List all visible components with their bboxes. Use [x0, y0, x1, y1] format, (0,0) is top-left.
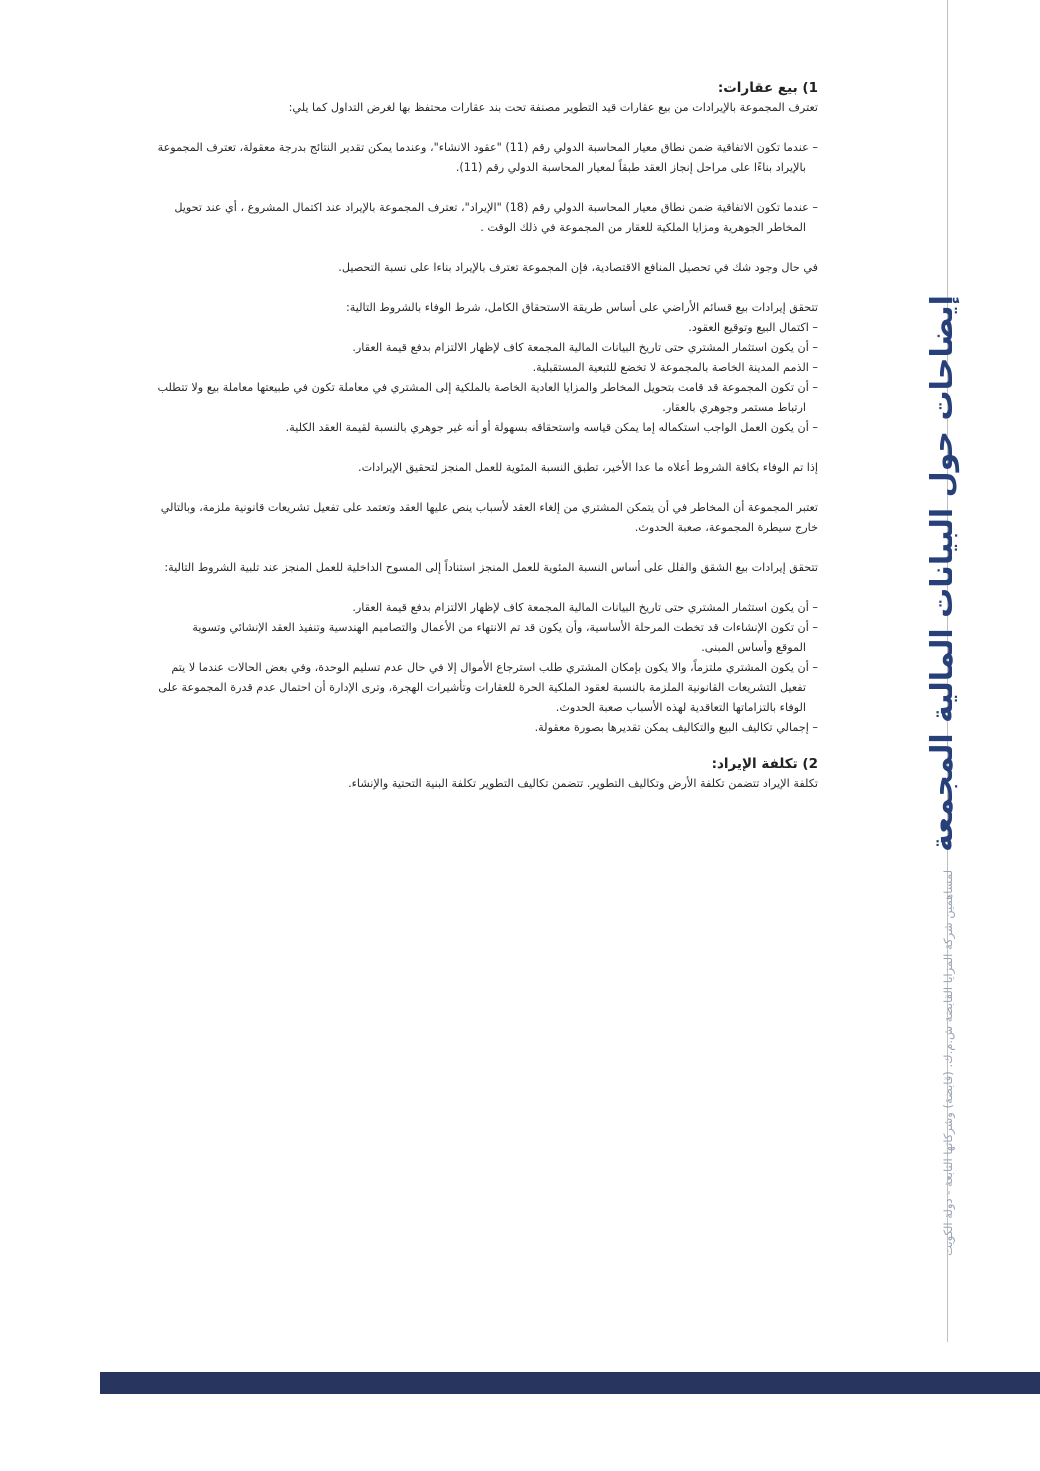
footer-bar — [100, 1372, 1040, 1394]
land-condition-2: – أن يكون استثمار المشتري حتى تاريخ البيانات المالية المجمعة كاف لإظهار الالتزام بدفع قيمة العقار. — [352, 341, 818, 354]
apartments-intro: تتحقق إيرادات بيع الشقق والفلل على أساس النسبة المئوية للعمل المنجز استناداً إلى المسوح الداخلية للعمل المنجز عند تلبية الشروط التالية: — [164, 561, 818, 574]
sidebar-title: إيضاحات حول البيانات المالية المجمعة — [924, 294, 960, 852]
bullet-ias18-line2: المخاطر الجوهرية ومزايا الملكية للعقار من المجموعة في ذلك الوقت . — [480, 221, 806, 234]
section-1-intro: تعترف المجموعة بالإيرادات من بيع عقارات قيد التطوير مصنفة تحت بند عقارات محتفظ بها لغرض التداول كما يلي: — [288, 101, 818, 114]
land-condition-4-line1: – أن تكون المجموعة قد قامت بتحويل المخاطر والمزايا العادية الخاصة بالملكية إلى المشتري في معاملة تكون في طبيعتها معاملة بيع ولا تتطلب — [157, 381, 818, 394]
sidebar — [892, 294, 992, 1256]
bullet-ias11-line1: – عندما تكون الاتفاقية ضمن نطاق معيار المحاسبة الدولي رقم (11) "عقود الانشاء"، وعندما يمكن تقدير النتائج بدرجة معقولة، تعترف المجموعة — [157, 141, 818, 154]
apartments-condition-3-line2: تفعيل التشريعات القانونية الملزمة بالنسبة لعقود الملكية الحرة للعقارات وتأشيرات الهجرة، وترى الإدارة أن احتمال عدم قدرة المجموعة على — [158, 681, 806, 694]
apartments-condition-4: – إجمالي تكاليف البيع والتكاليف يمكن تقديرها بصورة معقولة. — [534, 721, 818, 734]
apartments-condition-3-line3: الوفاء بالتزاماتها التعاقدية لهذه الأسباب صعبة الحدوث. — [555, 701, 806, 714]
land-condition-1: – اكتمال البيع وتوقيع العقود. — [688, 321, 818, 334]
sidebar-subtitle: لمساهمين شركة المزايا القابضة ش.م.ك. (قابضة) وشركاتها التابعة - دولة الكويت — [940, 869, 955, 1256]
land-condition-4-line2: ارتباط مستمر وجوهري بالعقار. — [662, 401, 806, 414]
apartments-condition-1: – أن يكون استثمار المشتري حتى تاريخ البيانات المالية المجمعة كاف لإظهار الالتزام بدفع قيمة العقار. — [352, 601, 818, 614]
risk-line1: تعتبر المجموعة أن المخاطر في أن يتمكن المشتري من إلغاء العقد لأسباب ينص عليها العقد وتعتمد على تفعيل تشريعات قانونية ملزمة، وبالتالي — [160, 501, 818, 514]
section-2-text: تكلفة الإيراد تتضمن تكلفة الأرض وتكاليف التطوير. تتضمن تكاليف التطوير تكلفة البنية التحتية والإنشاء. — [348, 777, 818, 790]
section-2-heading: 2) تكلفة الإيراد: — [711, 756, 818, 772]
fulfilled-paragraph: إذا تم الوفاء بكافة الشروط أعلاه ما عدا الأخير، تطبق النسبة المئوية للعمل المنجز لتحقيق الإيرادات. — [358, 461, 818, 474]
apartments-condition-2-line2: الموقع وأساس المبنى. — [701, 641, 806, 654]
section-1-heading: 1) بيع عقارات: — [717, 80, 818, 96]
land-condition-5: – أن يكون العمل الواجب استكماله إما يمكن قياسه واستحقاقه بسهولة أو أنه غير جوهري بالنسبة لقيمة العقد الكلية. — [285, 421, 818, 434]
bullet-ias11-line2: بالإيراد بناءًا على مراحل إنجاز العقد طبقاً لمعيار المحاسبة الدولي رقم (11). — [455, 161, 806, 174]
notes-body — [96, 78, 818, 794]
land-condition-3: – الذمم المدينة الخاصة بالمجموعة لا تخضع للتبعية المستقبلية. — [532, 361, 818, 374]
apartments-condition-3-line1: – أن يكون المشتري ملتزماً، والا يكون بإمكان المشتري طلب استرجاع الأموال إلا في حال عدم تسليم الوحدة، وفي بعض الحالات عندما لا يتم — [171, 661, 818, 674]
risk-line2: خارج سيطرة المجموعة، صعبة الحدوث. — [634, 521, 818, 534]
bullet-ias18-line1: – عندما تكون الاتفاقية ضمن نطاق معيار المحاسبة الدولي رقم (18) "الإيراد"، تعترف المجموعة بالإيراد عند اكتمال المشروع ، أي عند تحويل — [174, 201, 818, 214]
apartments-condition-2-line1: – أن تكون الإنشاءات قد تخطت المرحلة الأساسية، وأن يكون قد تم الانتهاء من الأعمال والتصاميم الهندسية وتنفيذ العقد الإنشائي وتسوية — [192, 621, 818, 634]
doubt-paragraph: في حال وجود شك في تحصيل المنافع الاقتصادية، فإن المجموعة تعترف بالإيراد بناءا على نسبة التحصيل. — [338, 261, 818, 274]
land-intro: تتحقق إيرادات بيع قسائم الأراضي على أساس طريقة الاستحقاق الكامل، شرط الوفاء بالشروط التالية: — [346, 301, 818, 314]
